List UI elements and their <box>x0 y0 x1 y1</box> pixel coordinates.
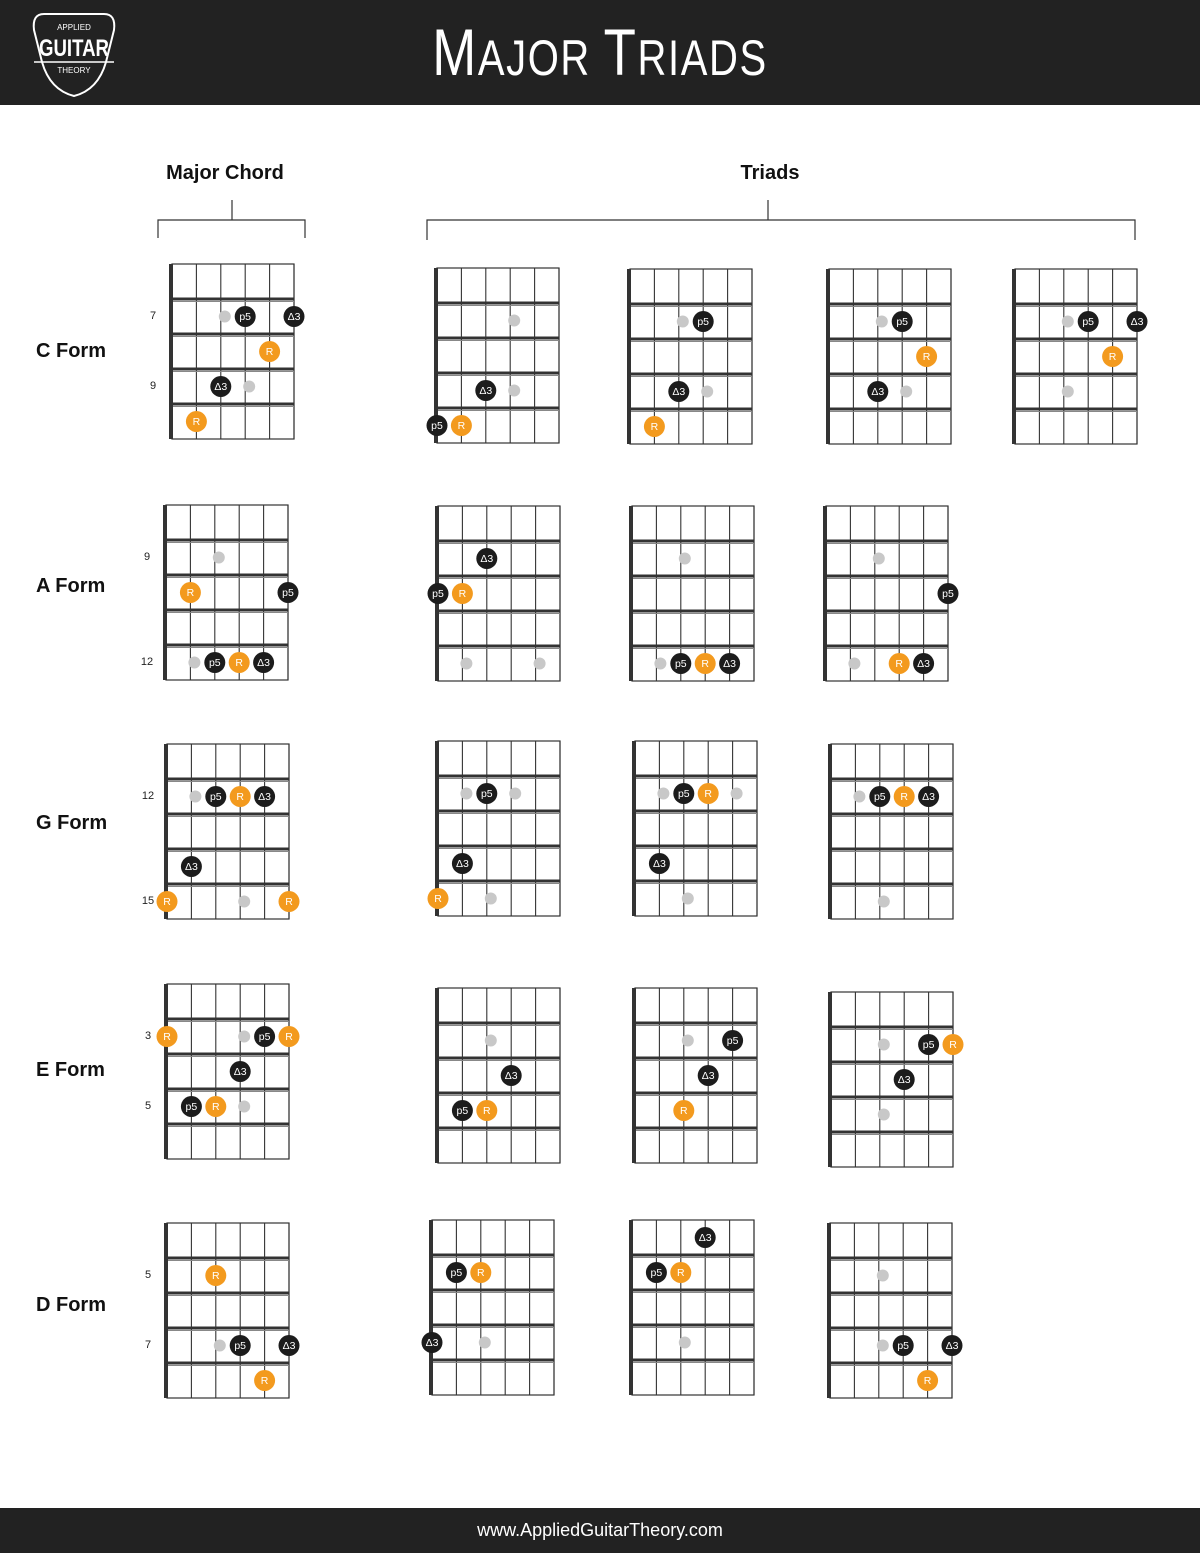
root-note-dot <box>230 786 251 807</box>
major-third-dot <box>668 381 689 402</box>
nut-bar <box>823 506 827 681</box>
note-label: R <box>704 788 712 800</box>
fret-number: 12 <box>141 789 155 802</box>
root-note-dot <box>254 1370 275 1391</box>
note-label: Δ3 <box>455 858 469 870</box>
note-label: Δ3 <box>945 1340 959 1352</box>
fretboard-a-form-3 <box>823 506 959 681</box>
note-label: p5 <box>431 420 443 432</box>
note-label: Δ3 <box>233 1066 247 1078</box>
ghost-dot <box>701 386 713 398</box>
major-third-dot <box>253 652 274 673</box>
root-note-dot <box>673 1100 694 1121</box>
svg-text:GUITAR: GUITAR <box>39 35 109 62</box>
root-note-dot <box>943 1034 964 1055</box>
note-label: Δ3 <box>479 385 493 397</box>
root-note-dot <box>452 583 473 604</box>
root-note-dot <box>917 1370 938 1391</box>
major-third-dot <box>279 1335 300 1356</box>
root-note-dot <box>470 1262 491 1283</box>
major-third-dot <box>942 1335 963 1356</box>
root-note-dot <box>205 1265 226 1286</box>
fretboard-frame <box>632 1220 754 1395</box>
fretboard-frame <box>632 506 754 681</box>
ghost-dot <box>679 1337 691 1349</box>
note-label: Δ3 <box>723 658 737 670</box>
form-label-g: G Form <box>36 812 108 834</box>
note-label: R <box>922 351 931 363</box>
note-label: Δ3 <box>1130 316 1144 328</box>
note-label: p5 <box>697 316 710 328</box>
note-label: R <box>285 1031 293 1043</box>
major-third-dot <box>501 1065 522 1086</box>
note-label: p5 <box>873 791 886 803</box>
note-label: Δ3 <box>282 1340 296 1352</box>
svg-text:APPLIED: APPLIED <box>57 23 91 32</box>
fretboard-c-form-2 <box>627 269 752 444</box>
note-label: p5 <box>942 588 954 600</box>
ghost-dot <box>1062 386 1074 398</box>
root-note-dot <box>186 411 207 432</box>
fretboard-e-form-2 <box>632 988 757 1163</box>
ghost-dot <box>460 788 472 800</box>
root-note-dot <box>180 582 201 603</box>
note-label: R <box>260 1375 269 1387</box>
perfect-fifth-dot <box>427 415 448 436</box>
fretboard-frame <box>630 269 752 444</box>
perfect-fifth-dot <box>693 311 714 332</box>
fretboard-c-form-0 <box>169 264 305 439</box>
svg-text:THEORY: THEORY <box>57 66 91 75</box>
major-third-dot <box>284 306 305 327</box>
nut-bar <box>632 988 636 1163</box>
ghost-dot <box>188 657 200 669</box>
perfect-fifth-dot <box>428 583 449 604</box>
ghost-dot <box>900 386 912 398</box>
root-note-dot <box>644 416 665 437</box>
form-label-c: C Form <box>36 340 106 362</box>
ghost-dot <box>213 552 225 564</box>
note-label: Δ3 <box>425 1337 439 1349</box>
note-label: R <box>477 1267 485 1279</box>
ghost-dot <box>679 553 691 565</box>
perfect-fifth-dot <box>446 1262 467 1283</box>
nut-bar <box>828 744 832 919</box>
ghost-dot <box>508 315 520 327</box>
fretboard-d-form-0 <box>164 1223 300 1398</box>
ghost-dot <box>682 1035 694 1047</box>
fretboard-c-form-1 <box>427 268 560 443</box>
note-label: p5 <box>282 587 294 599</box>
major-third-dot <box>695 1227 716 1248</box>
root-note-dot <box>476 1100 497 1121</box>
root-note-dot <box>157 1026 178 1047</box>
root-note-dot <box>205 1096 226 1117</box>
note-label: R <box>680 1105 688 1117</box>
note-label: Δ3 <box>897 1074 911 1086</box>
perfect-fifth-dot <box>205 786 226 807</box>
nut-bar <box>169 264 173 439</box>
note-label: R <box>212 1101 220 1113</box>
major-third-dot <box>475 380 496 401</box>
fretboard-frame <box>831 992 953 1167</box>
ghost-dot <box>682 893 694 905</box>
root-note-dot <box>916 346 937 367</box>
note-label: p5 <box>897 1340 910 1352</box>
fretboard-frame <box>831 744 953 919</box>
major-third-dot <box>422 1332 443 1353</box>
note-label: Δ3 <box>184 861 198 873</box>
major-chord-heading: Major Chord <box>166 162 284 184</box>
note-label: R <box>163 1031 171 1043</box>
note-label: Δ3 <box>922 791 936 803</box>
note-label: p5 <box>674 658 687 670</box>
nut-bar <box>163 505 167 680</box>
root-note-dot <box>229 652 250 673</box>
nut-bar <box>629 506 633 681</box>
ghost-dot <box>509 788 521 800</box>
perfect-fifth-dot <box>722 1030 743 1051</box>
fret-number: 3 <box>144 1029 152 1042</box>
nut-bar <box>429 1220 433 1395</box>
fretboard-g-form-1 <box>428 741 561 916</box>
triads-heading: Triads <box>740 162 800 184</box>
ghost-dot <box>485 1035 497 1047</box>
root-note-dot <box>670 1262 691 1283</box>
root-note-dot <box>279 1026 300 1047</box>
nut-bar <box>164 984 168 1159</box>
ghost-dot <box>731 788 743 800</box>
fretboard-frame <box>167 744 289 919</box>
perfect-fifth-dot <box>893 1335 914 1356</box>
note-label: R <box>163 896 171 908</box>
root-note-dot <box>157 891 178 912</box>
perfect-fifth-dot <box>278 582 299 603</box>
note-label: p5 <box>258 1031 271 1043</box>
ghost-dot <box>853 791 865 803</box>
major-third-dot <box>719 653 740 674</box>
note-label: R <box>236 791 244 803</box>
major-third-dot <box>1127 311 1148 332</box>
note-label: R <box>285 896 293 908</box>
fretboard-frame <box>432 1220 554 1395</box>
note-label: p5 <box>239 311 252 323</box>
perfect-fifth-dot <box>181 1096 202 1117</box>
major-third-dot <box>698 1065 719 1086</box>
major-third-dot <box>867 381 888 402</box>
perfect-fifth-dot <box>918 1034 939 1055</box>
ghost-dot <box>485 893 497 905</box>
ghost-dot <box>238 1101 250 1113</box>
major-third-dot <box>210 376 231 397</box>
fretboard-g-form-3 <box>828 744 953 919</box>
ghost-dot <box>873 553 885 565</box>
fretboard-d-form-2 <box>629 1220 754 1395</box>
ghost-dot <box>508 385 520 397</box>
note-label: Δ3 <box>287 311 301 323</box>
ghost-dot <box>878 1039 890 1051</box>
nut-bar <box>627 269 631 444</box>
perfect-fifth-dot <box>892 311 913 332</box>
ghost-dot <box>876 316 888 328</box>
fretboard-frame <box>635 741 757 916</box>
note-label: R <box>458 588 467 600</box>
note-label: R <box>434 893 442 905</box>
note-label: p5 <box>185 1101 198 1113</box>
major-third-dot <box>230 1061 251 1082</box>
note-label: p5 <box>922 1039 935 1051</box>
ghost-dot <box>238 896 250 908</box>
nut-bar <box>629 1220 633 1395</box>
note-label: R <box>186 587 195 599</box>
note-label: p5 <box>677 788 690 800</box>
fret-number: 7 <box>144 1338 152 1351</box>
fretboard-e-form-1 <box>435 988 560 1163</box>
perfect-fifth-dot <box>476 783 497 804</box>
ghost-dot <box>1062 316 1074 328</box>
note-label: R <box>677 1267 685 1279</box>
perfect-fifth-dot <box>204 652 225 673</box>
root-note-dot <box>279 891 300 912</box>
fretboard-frame <box>437 268 559 443</box>
ghost-dot <box>243 381 255 393</box>
note-label: p5 <box>456 1105 469 1117</box>
page-title: MAJOR TRIADS <box>432 15 768 89</box>
note-label: R <box>265 346 274 358</box>
note-label: p5 <box>209 791 222 803</box>
ghost-dot <box>877 1270 889 1282</box>
note-label: Δ3 <box>258 791 272 803</box>
fretboard-frame <box>635 988 757 1163</box>
fretboard-a-form-0 <box>163 505 299 680</box>
note-label: Δ3 <box>214 381 228 393</box>
note-label: p5 <box>432 588 444 600</box>
ghost-dot <box>877 1340 889 1352</box>
ghost-dot <box>460 658 472 670</box>
fret-number: 7 <box>149 309 157 322</box>
major-third-dot <box>918 786 939 807</box>
note-label: R <box>895 658 903 670</box>
note-label: R <box>701 658 709 670</box>
note-label: R <box>949 1039 957 1051</box>
major-third-dot <box>254 786 275 807</box>
note-label: R <box>192 416 201 428</box>
note-label: p5 <box>650 1267 663 1279</box>
nut-bar <box>828 992 832 1167</box>
major-third-dot <box>181 856 202 877</box>
perfect-fifth-dot <box>938 583 959 604</box>
major-third-dot <box>452 853 473 874</box>
fret-number: 5 <box>144 1268 152 1281</box>
note-label: p5 <box>1082 316 1095 328</box>
fretboard-frame <box>826 506 948 681</box>
perfect-fifth-dot <box>869 786 890 807</box>
fretboard-frame <box>167 984 289 1159</box>
fret-number: 5 <box>144 1099 152 1112</box>
ghost-dot <box>214 1340 226 1352</box>
note-label: p5 <box>208 657 221 669</box>
nut-bar <box>632 741 636 916</box>
fretboard-c-form-3 <box>826 269 951 444</box>
root-note-dot <box>1102 346 1123 367</box>
ghost-dot <box>219 311 231 323</box>
note-label: p5 <box>234 1340 247 1352</box>
ghost-dot <box>848 658 860 670</box>
note-label: p5 <box>450 1267 463 1279</box>
root-note-dot <box>259 341 280 362</box>
form-label-d: D Form <box>36 1294 106 1316</box>
fretboard-frame <box>167 1223 289 1398</box>
perfect-fifth-dot <box>646 1262 667 1283</box>
fretboard-frame <box>438 741 560 916</box>
note-label: R <box>923 1375 932 1387</box>
note-label: R <box>483 1105 491 1117</box>
note-label: R <box>212 1270 220 1282</box>
note-label: R <box>1108 351 1117 363</box>
note-label: Δ3 <box>257 657 271 669</box>
major-third-dot <box>476 548 497 569</box>
note-label: R <box>650 421 659 433</box>
note-label: p5 <box>726 1035 739 1047</box>
nut-bar <box>164 1223 168 1398</box>
note-label: Δ3 <box>504 1070 518 1082</box>
fretboard-e-form-0 <box>157 984 300 1159</box>
note-label: Δ3 <box>917 658 931 670</box>
nut-bar <box>827 1223 831 1398</box>
fretboard-frame <box>438 988 560 1163</box>
fret-number: 9 <box>149 379 157 392</box>
major-third-dot <box>894 1069 915 1090</box>
fretboard-e-form-3 <box>828 992 964 1167</box>
fretboard-a-form-2 <box>629 506 754 681</box>
nut-bar <box>1012 269 1016 444</box>
fretboard-a-form-1 <box>428 506 561 681</box>
fretboard-g-form-2 <box>632 741 757 916</box>
fret-number: 15 <box>141 894 155 907</box>
ghost-dot <box>677 316 689 328</box>
major-third-dot <box>913 653 934 674</box>
form-label-a: A Form <box>36 575 106 597</box>
note-label: Δ3 <box>701 1070 715 1082</box>
ghost-dot <box>238 1031 250 1043</box>
note-label: Δ3 <box>480 553 494 565</box>
ghost-dot <box>878 896 890 908</box>
note-label: Δ3 <box>871 386 885 398</box>
note-label: R <box>235 657 243 669</box>
fret-number: 12 <box>140 655 154 668</box>
root-note-dot <box>698 783 719 804</box>
ghost-dot <box>189 791 201 803</box>
perfect-fifth-dot <box>673 783 694 804</box>
perfect-fifth-dot <box>235 306 256 327</box>
note-label: R <box>457 420 466 432</box>
nut-bar <box>435 988 439 1163</box>
fret-number: 9 <box>143 550 151 563</box>
perfect-fifth-dot <box>452 1100 473 1121</box>
note-label: Δ3 <box>698 1232 712 1244</box>
note-label: Δ3 <box>672 386 686 398</box>
form-label-e: E Form <box>36 1059 105 1081</box>
ghost-dot <box>534 658 546 670</box>
perfect-fifth-dot <box>230 1335 251 1356</box>
ghost-dot <box>479 1337 491 1349</box>
perfect-fifth-dot <box>254 1026 275 1047</box>
perfect-fifth-dot <box>1078 311 1099 332</box>
note-label: p5 <box>480 788 493 800</box>
note-label: R <box>900 791 908 803</box>
fretboard-c-form-4 <box>1012 269 1148 444</box>
root-note-dot <box>451 415 472 436</box>
fretboard-d-form-3 <box>827 1223 963 1398</box>
root-note-dot <box>889 653 910 674</box>
footer-url[interactable]: www.AppliedGuitarTheory.com <box>477 1520 723 1540</box>
fretboard-frame <box>830 1223 952 1398</box>
root-note-dot <box>428 888 449 909</box>
major-third-dot <box>649 853 670 874</box>
note-label: p5 <box>896 316 909 328</box>
root-note-dot <box>695 653 716 674</box>
note-label: Δ3 <box>652 858 666 870</box>
root-note-dot <box>894 786 915 807</box>
ghost-dot <box>657 788 669 800</box>
fretboard-g-form-0 <box>157 744 300 919</box>
perfect-fifth-dot <box>670 653 691 674</box>
fretboard-d-form-1 <box>422 1220 555 1395</box>
ghost-dot <box>878 1109 890 1121</box>
ghost-dot <box>654 658 666 670</box>
nut-bar <box>826 269 830 444</box>
